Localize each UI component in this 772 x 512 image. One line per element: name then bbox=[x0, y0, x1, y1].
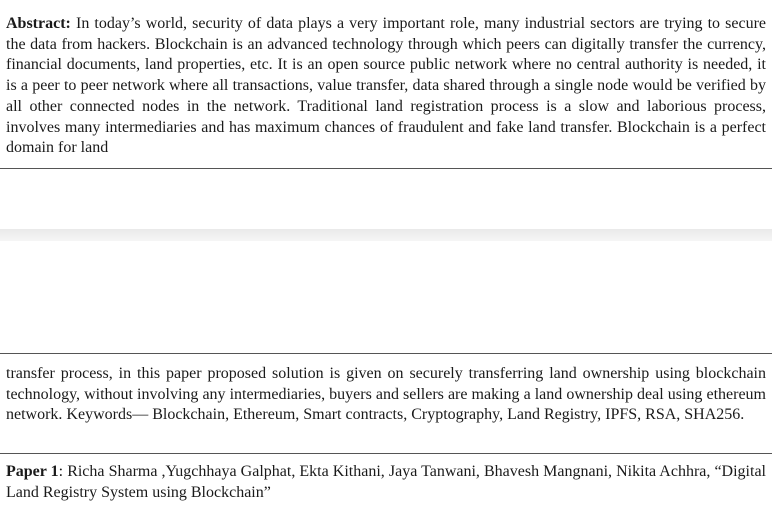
paper-reference-paragraph bbox=[6, 462, 766, 503]
paper-label: Paper 1 bbox=[6, 463, 59, 480]
paper-citation: : Richa Sharma ,Yugchhaya Galphat, Ekta Kithani, Jaya Tanwani, Bhavesh Mangnani, Nikita Achhra, “Digital Land Registry System using Blockchain” bbox=[6, 463, 766, 501]
abstract-page-bottom bbox=[0, 353, 772, 454]
abstract-text-bottom: transfer process, in this paper proposed solution is given on securely transferring land ownership using blockchain technology, without involving any intermediaries, buyers and sellers are making a land ownership deal using ethereum network. Keywords— Blockchain, Ethereum, Smart contracts, Cryptography, Land Registry, IPFS, RSA, SHA256. bbox=[6, 365, 766, 424]
abstract-text-top: In today’s world, security of data plays a very important role, many industrial sectors are trying to secure the data from hackers. Blockchain is an advanced technology through which peers can digitally transfer the currency, financial documents, land properties, etc. It is an open source public network where no central authority is needed, it is a peer to peer network where all transactions, value transfer, data shared through a single node would be verified by all other connected nodes in the network. Traditional land registration process is a slow and laborious process, involves many intermediaries and has maximum chances of fraudulent and fake land transfer. Blockchain is a perfect domain for land bbox=[6, 15, 767, 157]
abstract-label: Abstract: bbox=[6, 15, 71, 32]
paper-reference bbox=[0, 454, 772, 512]
abstract-paragraph-top bbox=[6, 14, 766, 159]
abstract-page-top bbox=[0, 0, 772, 169]
page-gap bbox=[0, 229, 772, 241]
